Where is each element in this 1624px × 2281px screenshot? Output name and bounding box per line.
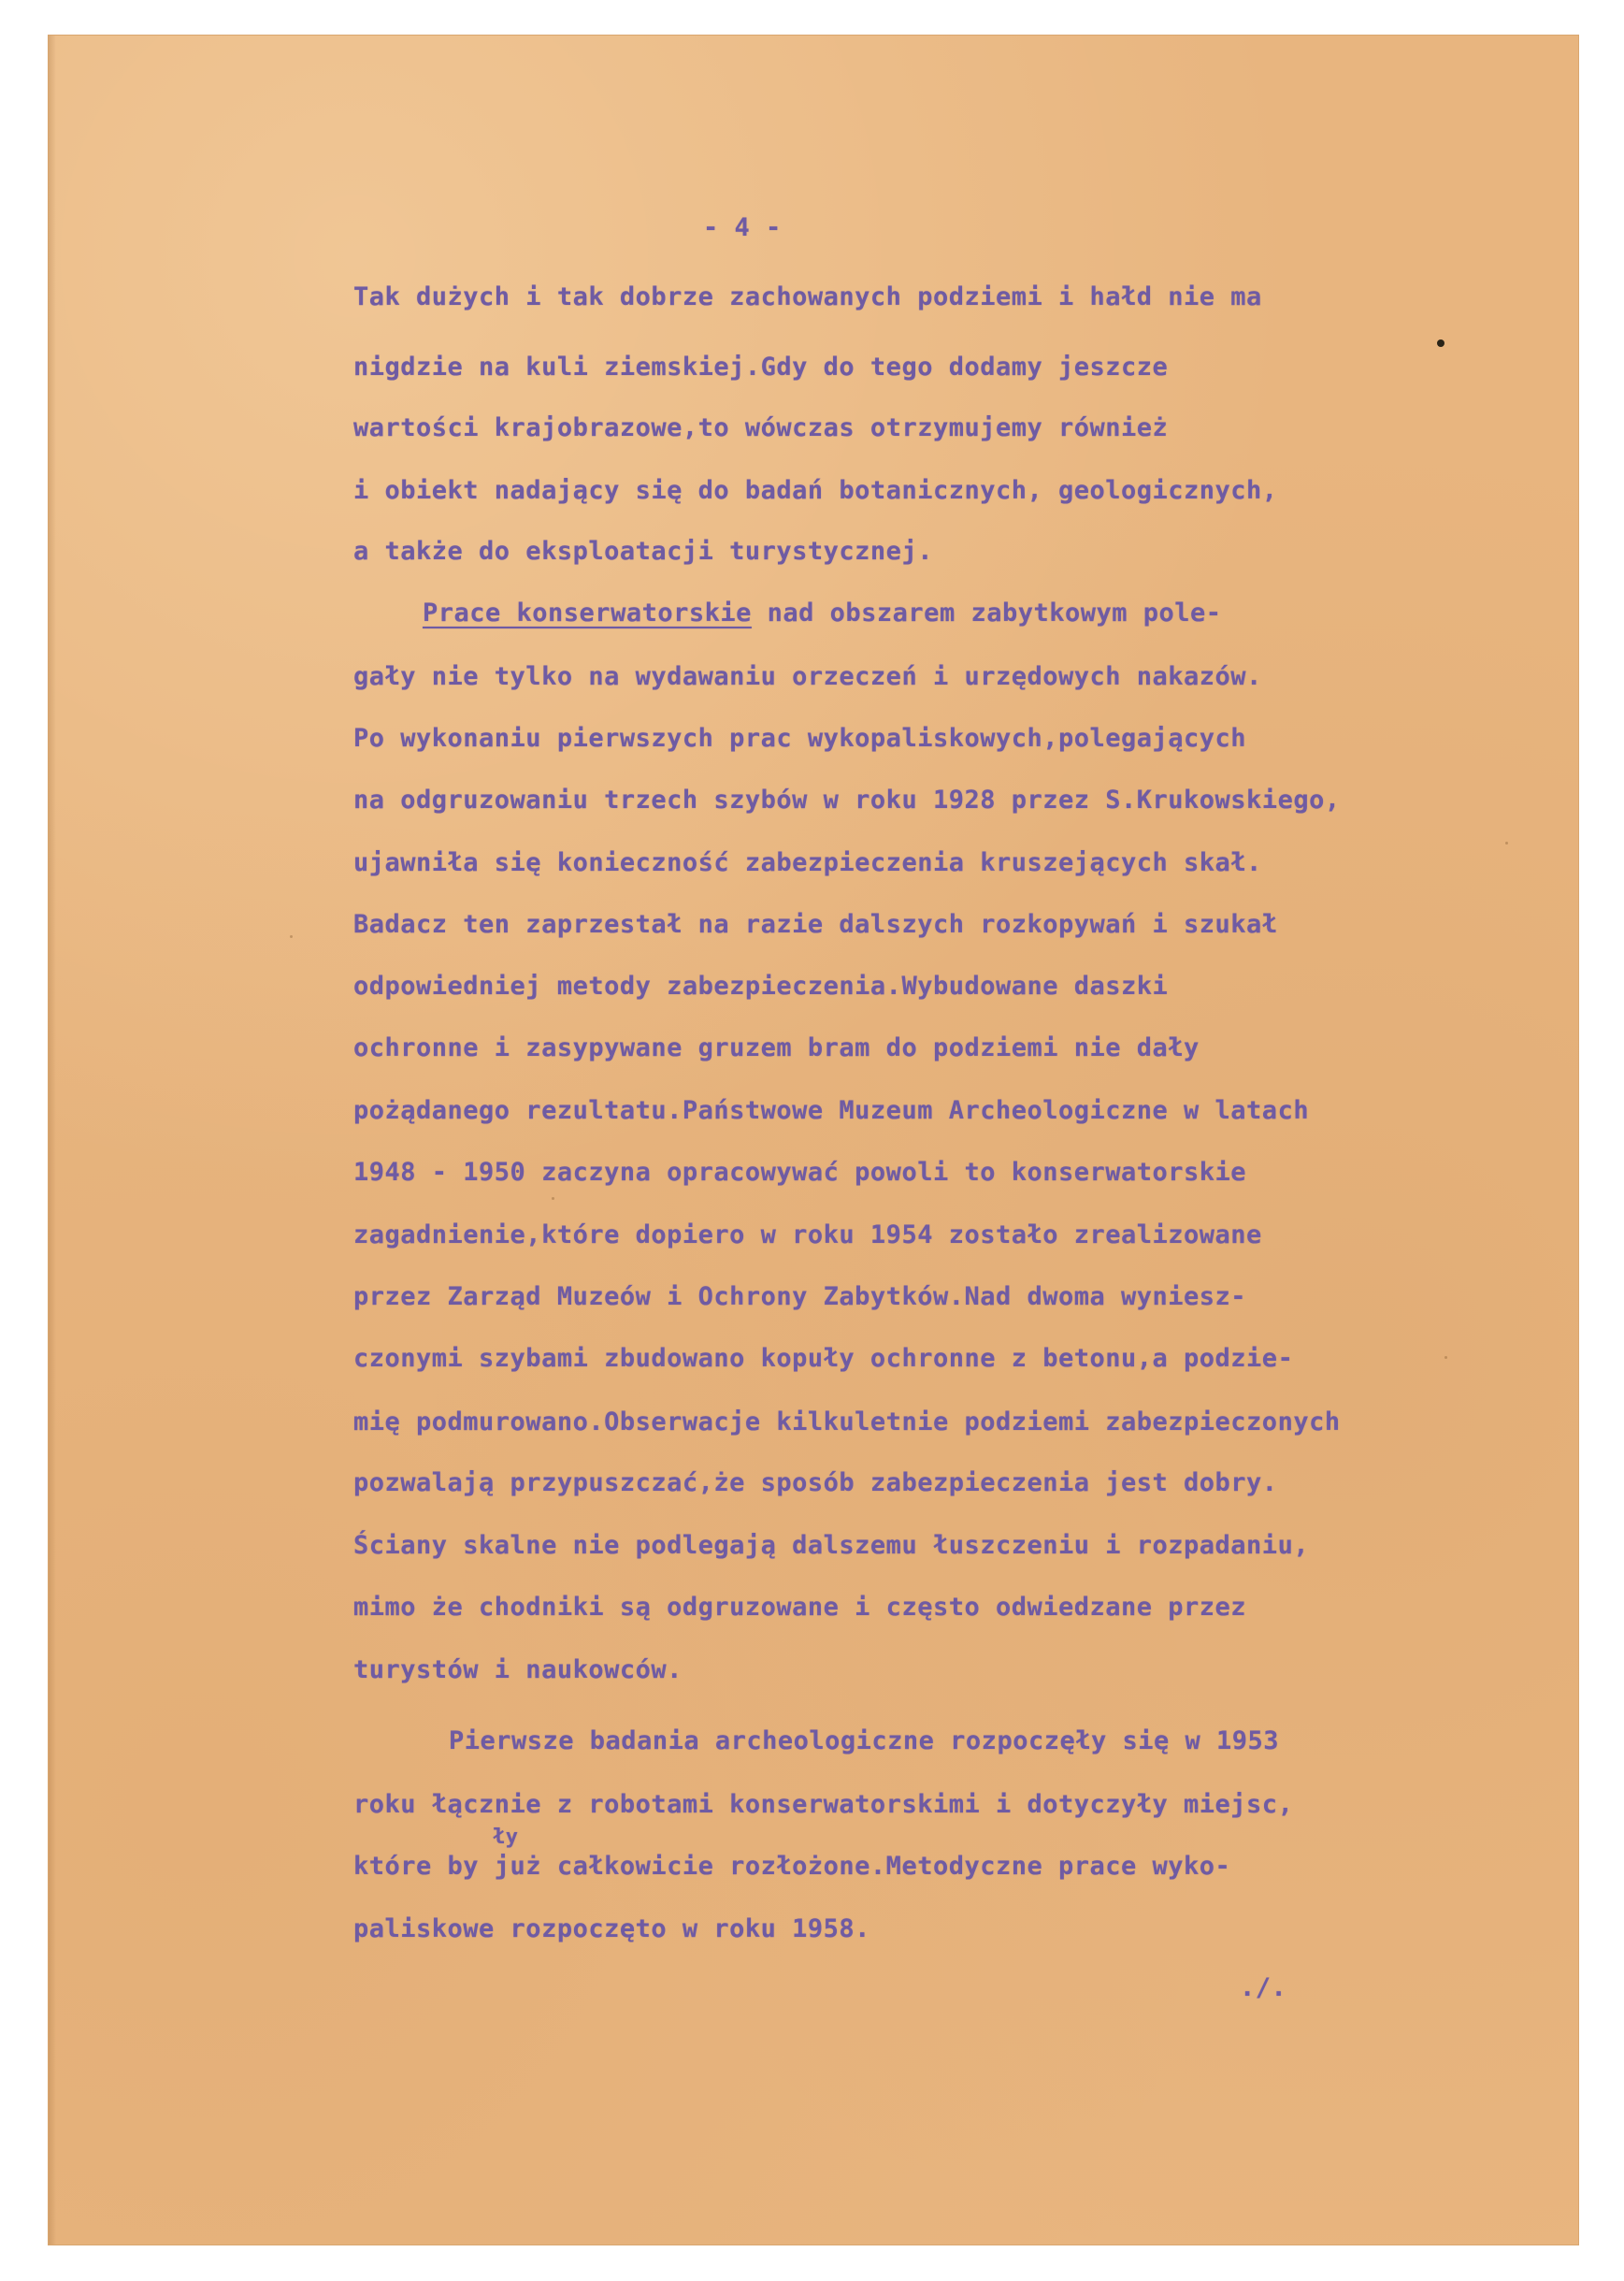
paragraph-2-line: ujawniła się konieczność zabezpieczenia kruszejących skał. <box>353 848 1262 877</box>
paragraph-2-line: 1948 - 1950 zaczyna opracowywać powoli to konserwatorskie <box>353 1158 1247 1187</box>
paragraph-2-line: na odgruzowaniu trzech szybów w roku 1928 przez S.Krukowskiego, <box>353 786 1341 815</box>
paragraph-3-line: które by już całkowicie rozłożone.Metodyczne prace wyko- <box>353 1852 1231 1881</box>
paragraph-3-line: paliskowe rozpoczęto w roku 1958. <box>353 1914 870 1943</box>
paragraph-3-line: roku łącznie z robotami konserwatorskimi i dotyczyły miejsc, <box>353 1790 1294 1819</box>
paragraph-2-line: zagadnienie,które dopiero w roku 1954 zostało zrealizowane <box>353 1220 1262 1249</box>
paragraph-1-line: wartości krajobrazowe,to wówczas otrzymujemy również <box>353 413 1169 442</box>
paragraph-2-line: mię podmurowano.Obserwacje kilkuletnie podziemi zabezpieczonych <box>353 1408 1341 1436</box>
paragraph-1-line: a także do eksploatacji turystycznej. <box>353 537 933 566</box>
paragraph-2-line: ochronne i zasypywane gruzem bram do podziemi nie dały <box>353 1033 1200 1062</box>
interlinear-insertion: ły <box>493 1826 519 1849</box>
paragraph-1-line: i obiekt nadający się do badań botanicznych, geologicznych, <box>353 476 1278 505</box>
paragraph-2-first-line <box>423 599 1222 628</box>
paper-speck <box>290 935 293 938</box>
paragraph-2-line: przez Zarząd Muzeów i Ochrony Zabytków.Nad dwoma wyniesz- <box>353 1282 1247 1311</box>
paragraph-2-line: mimo że chodniki są odgruzowane i często odwiedzane przez <box>353 1593 1247 1622</box>
paragraph-3-line: Pierwsze badania archeologiczne rozpoczęły się w 1953 <box>449 1726 1280 1755</box>
paragraph-2-line: pożądanego rezultatu.Państwowe Muzeum Archeologiczne w latach <box>353 1096 1310 1125</box>
paragraph-2-line: czonymi szybami zbudowano kopuły ochronne z betonu,a podzie- <box>353 1344 1294 1373</box>
paragraph-2-line: gały nie tylko na wydawaniu orzeczeń i urzędowych nakazów. <box>353 662 1262 691</box>
paper-speck <box>1505 842 1508 845</box>
section-heading-underlined: Prace konserwatorskie <box>423 599 752 628</box>
paragraph-2-line: turystów i naukowców. <box>353 1655 683 1684</box>
paper-speck <box>1444 1356 1447 1359</box>
ink-dot <box>1437 339 1444 347</box>
paragraph-2-line: Po wykonaniu pierwszych prac wykopaliskowych,polegających <box>353 724 1247 753</box>
paper-edge-shadow <box>49 36 56 2245</box>
paragraph-2-line: Badacz ten zaprzestał na razie dalszych rozkopywań i szukał <box>353 910 1278 939</box>
paragraph-1-line: nigdzie na kuli ziemskiej.Gdy do tego dodamy jeszcze <box>353 353 1169 382</box>
paragraph-2-line: Ściany skalne nie podlegają dalszemu łuszczeniu i rozpadaniu, <box>353 1531 1310 1560</box>
paper-speck <box>552 1197 554 1200</box>
page-number: - 4 - <box>703 213 782 242</box>
paragraph-2-line: pozwalają przypuszczać,że sposób zabezpieczenia jest dobry. <box>353 1468 1278 1497</box>
paragraph-1-line: Tak dużych i tak dobrze zachowanych podziemi i hałd nie ma <box>353 282 1262 311</box>
end-mark: ./. <box>1240 1973 1287 2002</box>
paragraph-2-first-line-rest: nad obszarem zabytkowym pole- <box>751 599 1222 628</box>
paragraph-2-line: odpowiedniej metody zabezpieczenia.Wybudowane daszki <box>353 972 1169 1001</box>
